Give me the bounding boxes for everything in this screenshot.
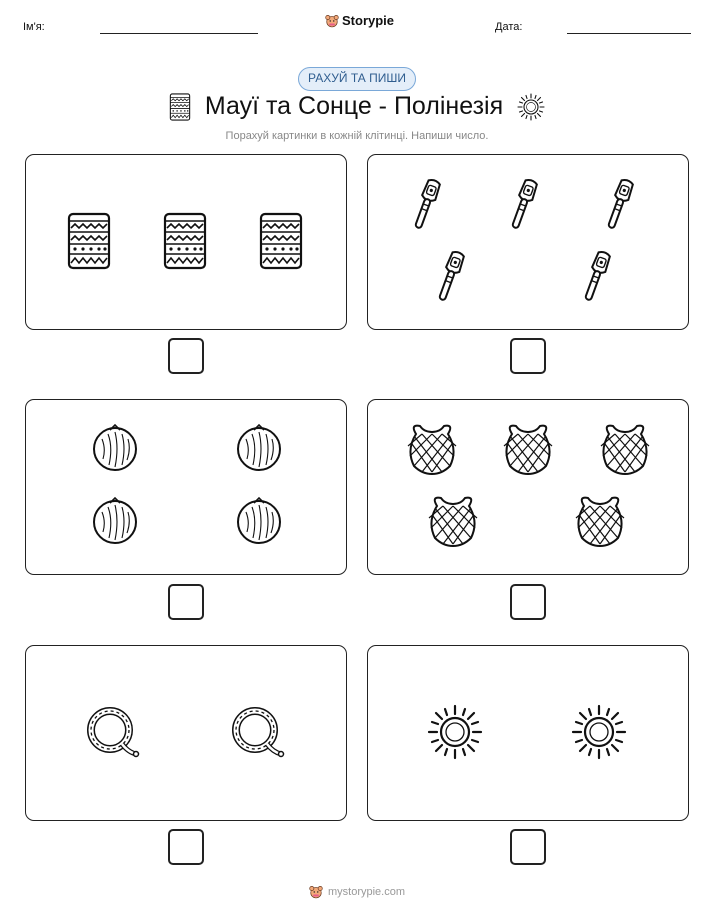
page-title: Мауї та Сонце - Полінезія	[204, 92, 504, 120]
storypie-mascot-icon	[325, 14, 339, 28]
date-line[interactable]	[567, 33, 691, 34]
footer-site[interactable]: mystorypie.com	[327, 886, 406, 898]
name-line[interactable]	[100, 33, 258, 34]
sun-icon	[571, 704, 627, 760]
footer	[0, 885, 714, 899]
coconut-icon	[90, 496, 140, 546]
fishing-net-bag-icon	[427, 494, 479, 548]
exercise-card-rope-coil	[25, 645, 347, 821]
coconut-icon	[234, 496, 284, 546]
storypie-mascot-icon	[309, 885, 323, 899]
date-label: Дата:	[495, 21, 523, 33]
answer-box-coconut[interactable]	[168, 584, 204, 620]
carved-paddle-icon	[411, 177, 441, 233]
activity-badge: РАХУЙ ТА ПИШИ	[298, 67, 416, 91]
exercise-card-coconut	[25, 399, 347, 575]
coconut-icon	[90, 423, 140, 473]
tapa-cloth-icon	[169, 93, 191, 121]
exercise-card-carved-paddle	[367, 154, 689, 330]
name-label: Ім'я:	[23, 21, 45, 33]
carved-paddle-icon	[604, 177, 634, 233]
carved-paddle-icon	[435, 249, 465, 305]
tapa-cloth-icon	[67, 212, 111, 270]
sun-icon	[517, 93, 545, 121]
answer-box-sun[interactable]	[510, 829, 546, 865]
carved-paddle-icon	[508, 177, 538, 233]
sun-icon	[427, 704, 483, 760]
exercise-card-tapa-cloth	[25, 154, 347, 330]
answer-box-fishing-net-bag[interactable]	[510, 584, 546, 620]
rope-coil-icon	[84, 704, 140, 758]
fishing-net-bag-icon	[599, 422, 651, 476]
tapa-cloth-icon	[163, 212, 207, 270]
instructions: Порахуй картинки в кожній клітинці. Напиши число.	[225, 130, 489, 142]
exercise-card-sun	[367, 645, 689, 821]
fishing-net-bag-icon	[406, 422, 458, 476]
coconut-icon	[234, 423, 284, 473]
title-row	[0, 92, 714, 121]
rope-coil-icon	[229, 704, 285, 758]
exercise-card-fishing-net-bag	[367, 399, 689, 575]
answer-box-carved-paddle[interactable]	[510, 338, 546, 374]
answer-box-tapa-cloth[interactable]	[168, 338, 204, 374]
fishing-net-bag-icon	[574, 494, 626, 548]
answer-box-rope-coil[interactable]	[168, 829, 204, 865]
brand-name: Storypie	[342, 13, 395, 28]
fishing-net-bag-icon	[502, 422, 554, 476]
brand-logo	[325, 13, 394, 28]
carved-paddle-icon	[581, 249, 611, 305]
tapa-cloth-icon	[259, 212, 303, 270]
